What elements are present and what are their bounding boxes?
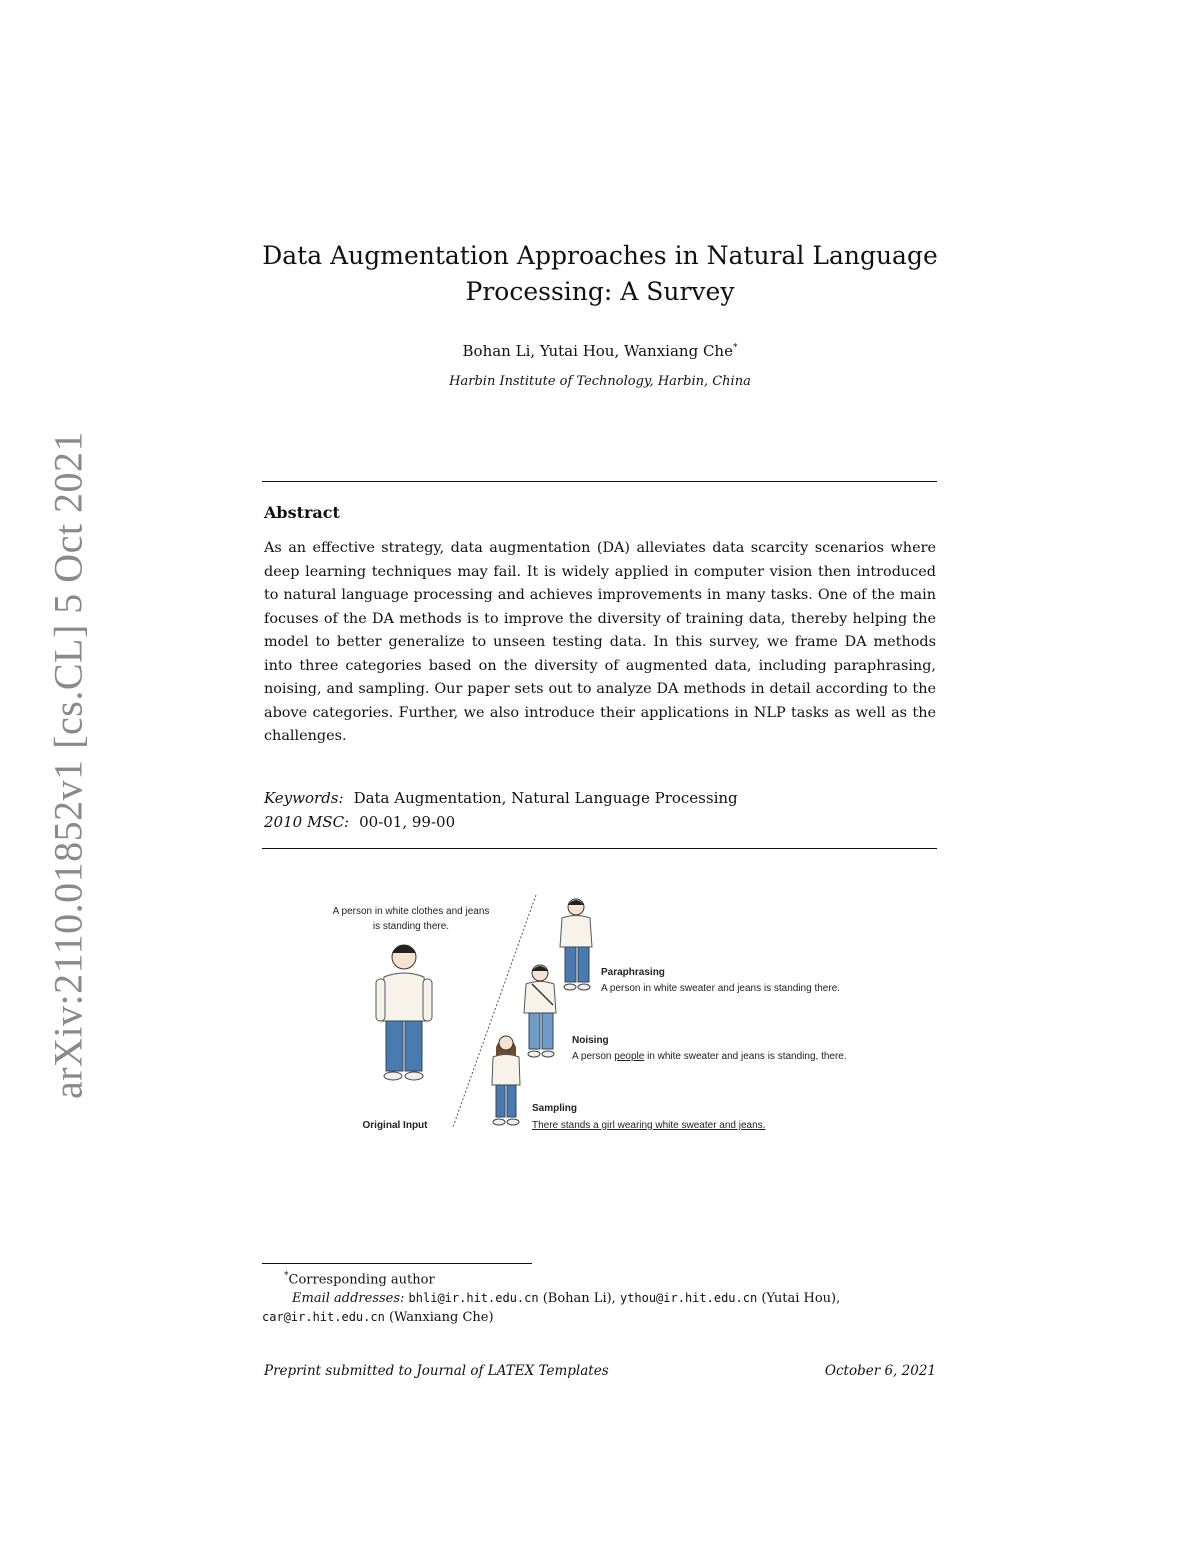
noising-text-pre: A person — [572, 1051, 615, 1062]
email-wanxiang-che[interactable]: car@ir.hit.edu.cn — [262, 1310, 385, 1325]
footnote-corresponding-line — [262, 1267, 937, 1289]
msc-line — [264, 810, 738, 834]
keywords-line — [264, 786, 738, 810]
sampling-person-illustration — [492, 1036, 520, 1125]
authors-text: Bohan Li, Yutai Hou, Wanxiang Che — [462, 342, 733, 360]
footnote-corresponding: Corresponding author — [288, 1272, 435, 1288]
paraphrasing-label: Paraphrasing — [601, 967, 665, 978]
email-label: Email addresses: — [292, 1291, 405, 1307]
email-name-1: (Bohan Li), — [538, 1291, 620, 1307]
original-caption-1: A person in white clothes and jeans — [332, 906, 490, 917]
preprint-footer: Preprint submitted to Journal of LATEX Templates — [264, 1363, 609, 1379]
sampling-label: Sampling — [532, 1103, 578, 1114]
abstract-body: As an effective strategy, data augmentation (DA) alleviates data scarcity scenarios where deep learning techniques may fail. It is widely applied in computer vision then introduced to natural language processing and achieves improvements in many tasks. One of the main focuses of the DA methods is to improve the diversity of training data, thereby helping the model to better generalize to unseen testing data. In this survey, we frame DA methods into three categories based on the diversity of augmented data, including paraphrasing, noising, and sampling. Our paper sets out to analyze DA methods in detail according to the above categories. Further, we also introduce their applications in NLP tasks as well as the challenges. — [264, 540, 936, 744]
sampling-text: There stands a girl wearing white sweater and jeans. — [532, 1120, 766, 1131]
paraphrasing-person-illustration — [560, 899, 592, 990]
noising-label: Noising — [572, 1035, 609, 1046]
title-line-1: Data Augmentation Approaches in Natural Language — [262, 241, 938, 270]
email-bohan-li[interactable]: bhli@ir.hit.edu.cn — [408, 1291, 539, 1306]
paraphrasing-text: A person in white sweater and jeans is standing there. — [601, 983, 841, 994]
abstract-bottom-rule — [262, 848, 937, 849]
author-list — [240, 342, 960, 360]
msc-value: 00-01, 99-00 — [359, 813, 456, 831]
noising-text — [572, 1051, 847, 1062]
keywords-block — [264, 786, 738, 834]
original-input-label: Original Input — [362, 1120, 428, 1131]
original-person-illustration — [376, 945, 432, 1080]
paper-title — [240, 238, 960, 310]
email-yutai-hou[interactable]: ythou@ir.hit.edu.cn — [619, 1291, 758, 1306]
original-caption-2: is standing there. — [372, 921, 450, 932]
email-name-2: (Yutai Hou), — [757, 1291, 841, 1307]
msc-label: 2010 MSC: — [264, 813, 350, 831]
corresponding-mark: * — [732, 343, 738, 353]
footnote-email-line-2 — [262, 1308, 937, 1327]
email-name-3: (Wanxiang Che) — [384, 1310, 494, 1326]
keywords-label: Keywords: — [264, 789, 344, 807]
noising-text-post: in white sweater and jeans is standing, there. — [644, 1051, 847, 1062]
abstract-top-rule — [262, 481, 937, 482]
arxiv-identifier-stamp: arXiv:2110.01852v1 [cs.CL] 5 Oct 2021 — [45, 430, 91, 1100]
augmentation-figure — [310, 885, 890, 1145]
dashed-divider — [453, 895, 536, 1127]
title-line-2: Processing: A Survey — [465, 277, 735, 306]
noising-text-underlined: people — [614, 1051, 645, 1062]
footnote — [262, 1267, 937, 1327]
abstract-heading: Abstract — [264, 503, 340, 522]
affiliation: Harbin Institute of Technology, Harbin, China — [449, 374, 751, 389]
footnote-email-line — [262, 1289, 937, 1308]
keywords-value: Data Augmentation, Natural Language Processing — [353, 789, 738, 807]
footnote-mark: * — [284, 1271, 289, 1281]
date-footer: October 6, 2021 — [824, 1363, 936, 1379]
noising-person-illustration — [524, 965, 556, 1057]
footnote-rule — [262, 1263, 532, 1264]
